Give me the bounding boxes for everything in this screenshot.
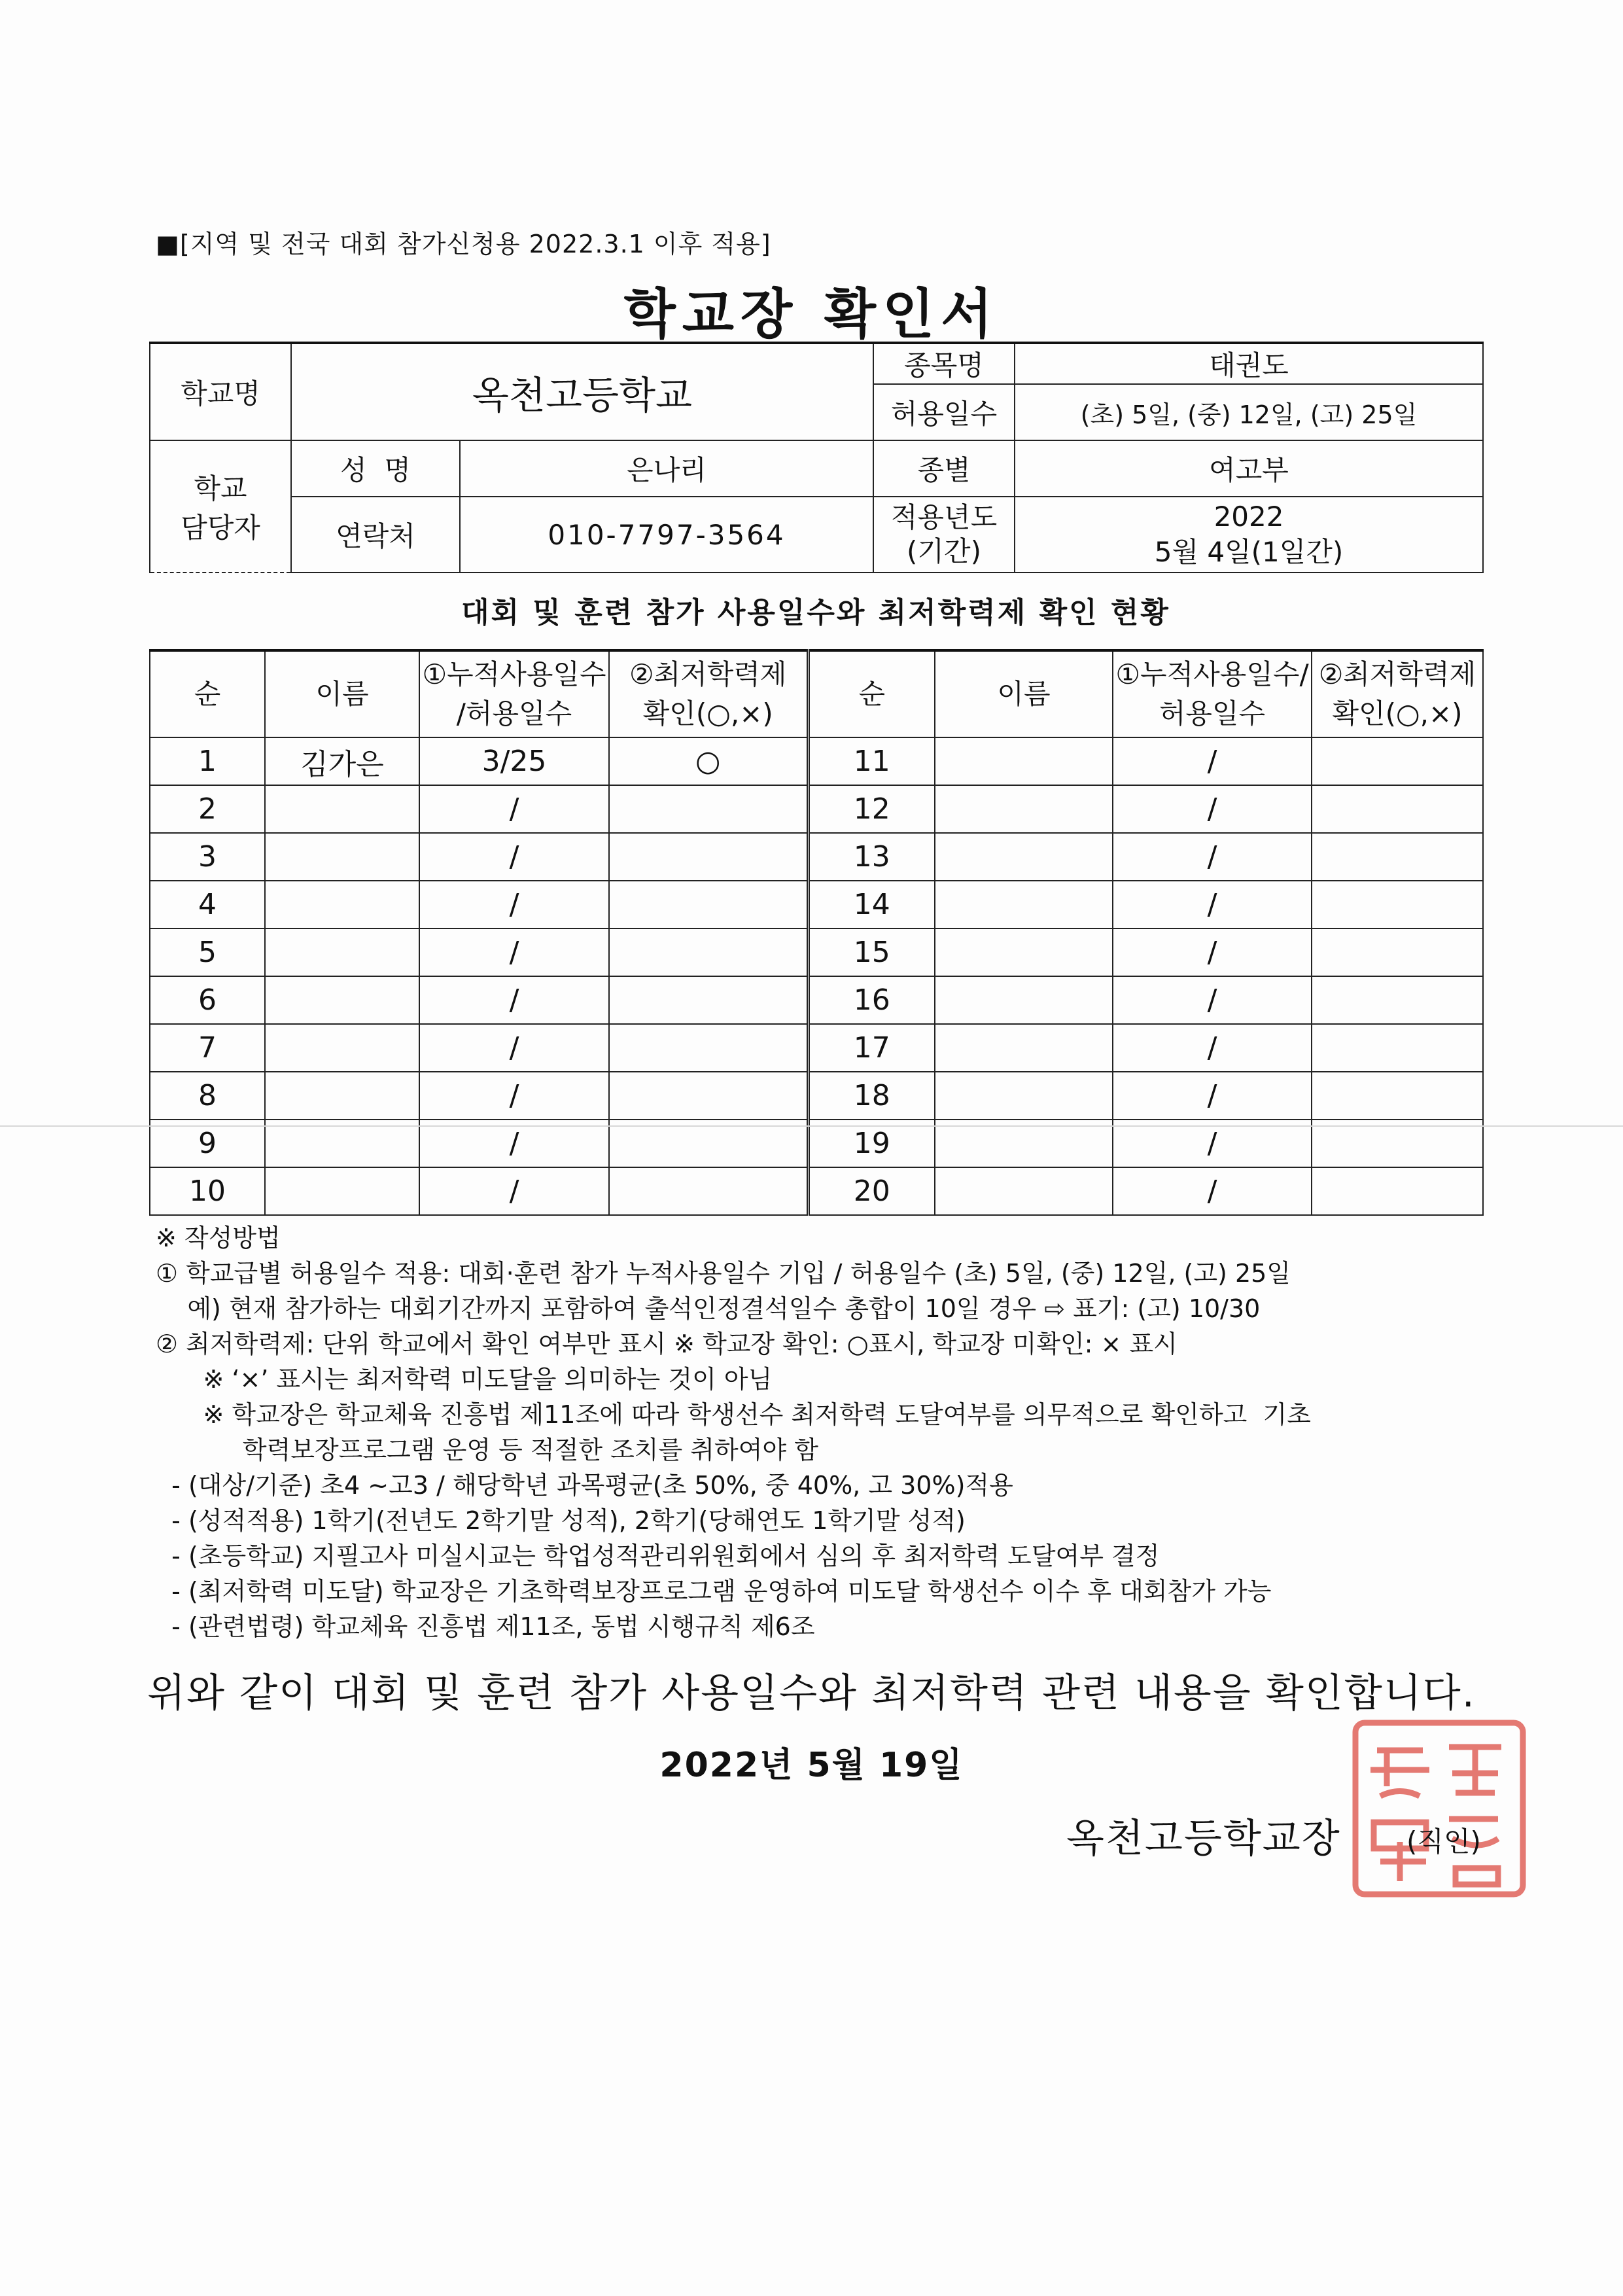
instruction-line: ① 학교급별 허용일수 적용: 대회·훈련 참가 누적사용일수 기입 / 허용일수 (초) 5일, (중) 12일, (고) 25일 [156, 1259, 1291, 1288]
student-name [935, 928, 1113, 976]
header-check-right-line2: 확인(○,×) [1332, 698, 1463, 730]
used-days: / [1113, 785, 1312, 833]
used-days: 3/25 [419, 737, 609, 785]
header-days-line2: /허용일수 [456, 698, 572, 730]
row-number: 4 [150, 881, 265, 928]
header-days-right-line1: ①누적사용일수/ [1115, 658, 1309, 690]
sport-label: 종목명 [873, 343, 1015, 384]
roster-row [150, 1072, 1483, 1120]
used-days: / [1113, 1167, 1312, 1215]
row-number: 6 [150, 976, 265, 1024]
row-number: 5 [150, 928, 265, 976]
header-no-right: 순 [808, 650, 935, 737]
student-name [265, 976, 419, 1024]
roster-row [150, 976, 1483, 1024]
official-seal-stamp [1341, 1711, 1537, 1907]
row-number: 15 [808, 928, 935, 976]
header-check-right-line1: ②최저학력제 [1318, 658, 1476, 690]
student-name [265, 833, 419, 881]
roster-row [150, 737, 1483, 785]
instruction-line: - (초등학교) 지필고사 미실시교는 학업성적관리위원회에서 심의 후 최저학력 도달여부 결정 [156, 1542, 1160, 1570]
academic-check [1312, 881, 1483, 928]
used-days: / [1113, 928, 1312, 976]
used-days: / [419, 881, 609, 928]
paper-fold-line [0, 1125, 1623, 1127]
used-days: / [419, 976, 609, 1024]
used-days: / [1113, 833, 1312, 881]
roster-row [150, 1024, 1483, 1072]
academic-check [1312, 928, 1483, 976]
header-check-right [1312, 650, 1483, 737]
header-days-line1: ①누적사용일수 [422, 658, 606, 690]
used-days: / [419, 1167, 609, 1215]
sport-value: 태권도 [1015, 343, 1483, 384]
row-number: 18 [808, 1072, 935, 1120]
header-check [609, 650, 808, 737]
instruction-line: 학력보장프로그램 운영 등 적절한 조치를 취하여야 함 [156, 1436, 818, 1464]
academic-check [609, 833, 808, 881]
academic-check [1312, 1167, 1483, 1215]
student-name [935, 785, 1113, 833]
row-number: 10 [150, 1167, 265, 1215]
used-days: / [419, 928, 609, 976]
academic-check [609, 928, 808, 976]
row-number: 9 [150, 1120, 265, 1167]
student-name [935, 1072, 1113, 1120]
school-label: 학교명 [150, 343, 291, 440]
manager-label-line1: 학교 [194, 472, 247, 504]
used-days: / [1113, 1024, 1312, 1072]
apply-year-value [1015, 497, 1483, 573]
apply-year-label [873, 497, 1015, 573]
roster-row [150, 785, 1483, 833]
student-name [265, 1072, 419, 1120]
header-days-right [1113, 650, 1312, 737]
academic-check [609, 1167, 808, 1215]
student-name: 김가은 [265, 737, 419, 785]
contact-label: 연락처 [291, 497, 460, 573]
row-number: 1 [150, 737, 265, 785]
roster-row [150, 833, 1483, 881]
used-days: / [419, 1120, 609, 1167]
roster-body [150, 737, 1483, 1215]
row-number: 12 [808, 785, 935, 833]
row-number: 20 [808, 1167, 935, 1215]
row-number: 8 [150, 1072, 265, 1120]
row-number: 19 [808, 1120, 935, 1167]
instruction-line: ※ ‘×’ 표시는 최저학력 미도달을 의미하는 것이 아님 [156, 1365, 773, 1394]
used-days: / [1113, 881, 1312, 928]
student-name [935, 1167, 1113, 1215]
roster-row [150, 881, 1483, 928]
header-days [419, 650, 609, 737]
school-value: 옥천고등학교 [291, 343, 873, 440]
roster-table [149, 649, 1484, 1216]
used-days: / [419, 1072, 609, 1120]
instruction-line: - (대상/기준) 초4 ~고3 / 해당학년 과목평균(초 50%, 중 40%, 고 30%)적용 [156, 1471, 1013, 1500]
academic-check [609, 1072, 808, 1120]
apply-year: 2022 [1213, 501, 1284, 533]
name-value: 은나리 [460, 440, 873, 497]
roster-row [150, 928, 1483, 976]
academic-check [1312, 737, 1483, 785]
manager-label-line2: 담당자 [181, 512, 260, 544]
roster-row [150, 1167, 1483, 1215]
academic-check [609, 785, 808, 833]
academic-check [1312, 976, 1483, 1024]
allowed-days-label: 허용일수 [873, 384, 1015, 440]
name-label: 성 명 [291, 440, 460, 497]
academic-check: ○ [609, 737, 808, 785]
form-notice: ■[지역 및 전국 대회 참가신청용 2022.3.1 이후 적용] [156, 230, 771, 258]
academic-check [1312, 1072, 1483, 1120]
header-days-right-line2: 허용일수 [1159, 698, 1266, 730]
principal-name: 옥천고등학교장 [1066, 1816, 1341, 1862]
category-value: 여고부 [1015, 440, 1483, 497]
row-number: 16 [808, 976, 935, 1024]
instruction-line: - (관련법령) 학교체육 진흥법 제11조, 동법 시행규칙 제6조 [156, 1612, 815, 1641]
roster-header-row [150, 650, 1483, 737]
used-days: / [419, 1024, 609, 1072]
instruction-line: ② 최저학력제: 단위 학교에서 확인 여부만 표시 ※ 학교장 확인: ○표시, 학교장 미확인: × 표시 [156, 1330, 1178, 1358]
row-number: 17 [808, 1024, 935, 1072]
student-name [265, 1024, 419, 1072]
apply-year-label-line2: (기간) [907, 535, 981, 567]
section-heading: 대회 및 훈련 참가 사용일수와 최저학력제 확인 현황 [461, 596, 1170, 629]
student-name [935, 1024, 1113, 1072]
row-number: 14 [808, 881, 935, 928]
row-number: 2 [150, 785, 265, 833]
row-number: 3 [150, 833, 265, 881]
used-days: / [1113, 1072, 1312, 1120]
info-table [149, 342, 1484, 573]
student-name [265, 785, 419, 833]
used-days: / [1113, 1120, 1312, 1167]
student-name [935, 737, 1113, 785]
student-name [935, 881, 1113, 928]
row-number: 7 [150, 1024, 265, 1072]
used-days: / [1113, 976, 1312, 1024]
academic-check [609, 881, 808, 928]
apply-period: 5월 4일(1일간) [1154, 536, 1344, 568]
academic-check [609, 976, 808, 1024]
instruction-line: 예) 현재 참가하는 대회기간까지 포함하여 출석인정결석일수 총합이 10일 경우 ⇨ 표기: (고) 10/30 [156, 1294, 1261, 1323]
contact-value: 010-7797-3564 [460, 497, 873, 573]
confirmation-statement: 위와 같이 대회 및 훈련 참가 사용일수와 최저학력 관련 내용을 확인합니다. [147, 1670, 1476, 1716]
instructions [156, 1220, 1311, 1644]
instruction-line: - (성적적용) 1학기(전년도 2학기말 성적), 2학기(당해연도 1학기말 성적) [156, 1506, 966, 1535]
document-title: 학교장 확인서 [623, 283, 1000, 345]
seal-label: (직인) [1406, 1826, 1481, 1858]
used-days: / [419, 785, 609, 833]
header-no: 순 [150, 650, 265, 737]
header-check-line1: ②최저학력제 [629, 658, 787, 690]
row-number: 13 [808, 833, 935, 881]
issue-date: 2022년 5월 19일 [659, 1746, 964, 1785]
apply-year-label-line1: 적용년도 [890, 501, 998, 533]
header-name-right: 이름 [935, 650, 1113, 737]
instruction-line: ※ 작성방법 [156, 1224, 281, 1252]
manager-label [150, 440, 291, 573]
category-label: 종별 [873, 440, 1015, 497]
instruction-line: ※ 학교장은 학교체육 진흥법 제11조에 따라 학생선수 최저학력 도달여부를 의무적으로 확인하고 기초 [156, 1400, 1311, 1429]
header-check-line2: 확인(○,×) [642, 698, 773, 730]
header-name: 이름 [265, 650, 419, 737]
academic-check [1312, 1024, 1483, 1072]
student-name [265, 881, 419, 928]
used-days: / [1113, 737, 1312, 785]
allowed-days-value: (초) 5일, (중) 12일, (고) 25일 [1015, 384, 1483, 440]
instruction-line: - (최저학력 미도달) 학교장은 기초학력보장프로그램 운영하여 미도달 학생선수 이수 후 대회참가 가능 [156, 1577, 1272, 1606]
academic-check [1312, 833, 1483, 881]
student-name [265, 928, 419, 976]
student-name [935, 833, 1113, 881]
student-name [265, 1167, 419, 1215]
student-name [935, 976, 1113, 1024]
academic-check [1312, 785, 1483, 833]
used-days: / [419, 833, 609, 881]
row-number: 11 [808, 737, 935, 785]
academic-check [609, 1024, 808, 1072]
